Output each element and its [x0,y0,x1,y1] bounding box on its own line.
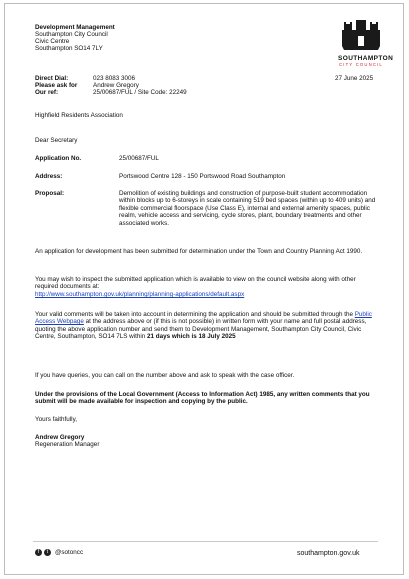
address-value: Portswood Centre 128 - 150 Portswood Road Southampton [119,173,286,180]
ask-for-value: Andrew Gregory [93,82,139,89]
recipient: Highfield Residents Association [35,112,123,119]
proposal-value: Demolition of existing buildings and construction of purpose-built student accommodation within blocks up to 6-storeys in scale containing 519 bed spaces (within up to 409 units) and flexible commercial floorspace (Use Class E), internal and external amenity spaces, public realm, vehicle access and servicing, cycle stores, plant, boundary treatments and other associated works. [119,190,376,227]
signoff: Yours faithfully, [35,416,78,423]
paragraph-inspect-text: You may wish to inspect the submitted application which is available to view on the council website along with other required documents at: [35,276,356,291]
direct-dial-label: Direct Dial: [35,75,69,82]
paragraph-comments [35,311,375,341]
social-links [35,549,83,556]
twitter-icon[interactable]: t [44,549,51,556]
our-ref-value: 25/00687/FUL / Site Code: 22249 [93,89,187,96]
ask-for-label: Please ask for [35,82,78,89]
sender-building: Civic Centre [35,38,70,45]
comments-deadline: 21 days which is 18 July 2025 [147,333,236,341]
social-handle[interactable]: @sotoncc [55,549,84,556]
paragraph-submission: An application for development has been submitted for determination under the Town and Country Planning Act 1990. [35,248,363,255]
sender-council: Southampton City Council [35,31,108,38]
castle-emblem-icon [338,20,384,50]
direct-dial-value: 023 8083 3006 [93,75,136,82]
salutation: Dear Secretary [35,137,78,144]
paragraph-access-info: Under the provisions of the Local Government (Access to Information Act) 1985, any written comments that you submit will be made available for inspection and copying by the public. [35,391,370,406]
application-label: Application No. [35,155,82,162]
proposal-label: Proposal: [35,190,65,197]
planning-website-link[interactable]: http://www.southampton.gov.uk/planning/planning-applications/default.aspx [35,290,245,298]
public-access-link[interactable]: Public Access Webpage [35,311,372,326]
facebook-icon[interactable]: f [35,549,42,556]
sender-address: Southampton SO14 7LY [35,45,103,52]
sender-department: Development Management [35,24,115,31]
application-value: 25/00687/FUL [119,155,159,162]
logo-name: SOUTHAMPTON [338,55,394,62]
footer-divider [33,541,378,542]
paragraph-inspect [35,276,375,298]
paragraph-queries: If you have queries, you can call on the number above and ask to speak with the case officer. [35,372,295,379]
signatory-name: Andrew Gregory [35,434,85,441]
our-ref-label: Our ref: [35,89,59,96]
comments-text-start: Your valid comments will be taken into account in determining the application and should be submitted through the [35,311,355,318]
letter-date: 27 June 2025 [335,75,374,82]
signatory-title: Regeneration Manager [35,441,100,448]
comments-text-end: at the address above or (if this is not possible) in written form with your name and full postal address, quoting the above application number and send them to Development Management, Southampton City Council, Civic Centre, Southampton, SO14 7LS within [35,318,367,341]
letter-page [4,3,404,575]
address-label: Address: [35,173,63,180]
footer-website[interactable]: southampton.gov.uk [297,550,360,557]
council-logo [338,20,394,70]
logo-sub: CITY COUNCIL [339,62,383,67]
